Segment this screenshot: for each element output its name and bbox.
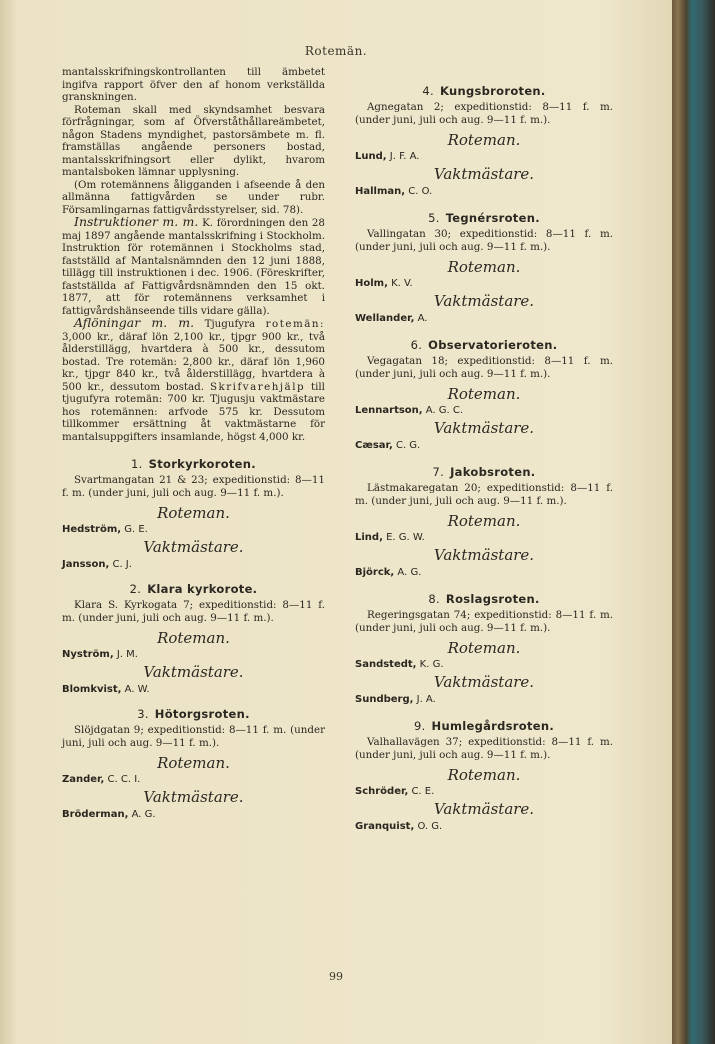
vaktmastare-name: Hallman, C. O. — [355, 186, 433, 197]
aflöningar-text: rotemän: — [265, 318, 325, 330]
vaktmastare-name: Blomkvist, A. W. — [62, 684, 150, 695]
vaktmastare-heading: Vaktmästare. — [433, 292, 535, 310]
roteman-name: Lund, J. F. A. — [355, 151, 420, 162]
roteman-name: Zander, C. C. I. — [62, 774, 141, 785]
department-address: Svartmangatan 21 & 23; expeditionstid: 8—11 f. m. (under juni, juli och aug. 9—11 f. m.). — [62, 474, 325, 499]
department-address: Vallingatan 30; expeditionstid: 8—11 f. m. (under juni, juli och aug. 9—11 f. m.). — [355, 228, 613, 253]
department-title: 4. Kungsbroroten. — [422, 84, 546, 98]
aflöningar-text: Skrifvarehjälp — [209, 380, 306, 393]
department-title: 9. Humlegårdsroten. — [413, 719, 555, 733]
roteman-name: Schröder, C. E. — [355, 786, 435, 797]
vaktmastare-name: Björck, A. G. — [355, 567, 422, 578]
vaktmastare-heading: Vaktmästare. — [143, 663, 244, 681]
left-column — [62, 66, 325, 820]
department-4 — [355, 84, 613, 197]
roteman-name: Sandstedt, K. G. — [355, 659, 444, 670]
roteman-heading: Roteman. — [157, 629, 230, 647]
department-title: 6. Observatorieroten. — [410, 338, 558, 352]
department-title: 5. Tegnérsroten. — [428, 211, 540, 225]
department-title: 1. Storkyrkoroten. — [131, 457, 256, 471]
roteman-heading: Roteman. — [157, 754, 230, 772]
department-title: 2. Klara kyrkorote. — [129, 582, 258, 596]
department-8 — [355, 592, 613, 705]
vaktmastare-heading: Vaktmästare. — [143, 538, 244, 556]
department-address: Valhallavägen 37; expeditionstid: 8—11 f. m. (under juni, juli och aug. 9—11 f. m.). — [355, 736, 613, 761]
aflöningar-text: Tjugufyra — [204, 318, 256, 330]
running-head: Rotemän. — [304, 44, 368, 58]
aflöningar-heading: Aflöningar m. m. — [74, 315, 195, 330]
roteman-heading: Roteman. — [447, 385, 521, 403]
right-column — [355, 84, 613, 832]
department-address: Klara S. Kyrkogata 7; expeditionstid: 8—11 f. m. (under juni, juli och aug. 9—11 f. m.). — [62, 599, 325, 624]
roteman-heading: Roteman. — [447, 258, 521, 276]
intro-paragraph: Roteman skall med skyndsamhet besvara förfrågningar, som af Öfverståthållareämbetet, någon Stadens myndighet, pastorsämbete m. fl. framställas angående personers bostad, mantalsskrifningsort eller dylikt, hvarom mantalsboken lämnar upplysning. — [62, 103, 325, 178]
roteman-name: Hedström, G. E. — [62, 524, 148, 535]
book-binding — [672, 0, 715, 1044]
department-9 — [355, 719, 613, 832]
roteman-heading: Roteman. — [447, 766, 521, 784]
department-title: 8. Roslagsroten. — [428, 592, 540, 606]
department-2 — [62, 582, 325, 695]
department-title: 3. Hötorgsroten. — [137, 707, 250, 721]
vaktmastare-heading: Vaktmästare. — [433, 165, 535, 183]
roteman-name: Lennartson, A. G. C. — [355, 405, 464, 416]
roteman-heading: Roteman. — [447, 131, 521, 149]
roteman-name: Holm, K. V. — [355, 278, 413, 289]
department-address: Lästmakaregatan 20; expeditionstid: 8—11 f. m. (under juni, juli och aug. 9—11 f. m.). — [355, 482, 613, 507]
department-address: Agnegatan 2; expeditionstid: 8—11 f. m. (under juni, juli och aug. 9—11 f. m.). — [355, 101, 613, 126]
vaktmastare-heading: Vaktmästare. — [143, 788, 244, 806]
department-address: Regeringsgatan 74; expeditionstid: 8—11 f. m. (under juni, juli och aug. 9—11 f. m.). — [355, 609, 613, 634]
department-title: 7. Jakobsroten. — [432, 465, 536, 479]
vaktmastare-name: Jansson, C. J. — [62, 559, 132, 570]
aflöningar-text: till tjugufyra rotemän: 700 kr. Tjugusju vaktmästare hos rotemännen: arfvode 575 kr. Dessutom tillkommer ersättning åt vaktmästarne för mantalsuppgifters insamlande, högst 4,000 kr. — [62, 380, 325, 443]
vaktmastare-heading: Vaktmästare. — [433, 419, 535, 437]
roteman-heading: Roteman. — [447, 639, 521, 657]
vaktmastare-name: Sundberg, J. A. — [355, 694, 436, 705]
vaktmastare-name: Granquist, O. G. — [355, 821, 443, 832]
vaktmastare-heading: Vaktmästare. — [433, 546, 535, 564]
intro-paragraph: (Om rotemännens åligganden i afseende å den allmänna fattigvården se under rubr. Församlingarnas fattigvårdsstyrelser, sid. 78). — [62, 178, 325, 216]
department-address: Slöjdgatan 9; expeditionstid: 8—11 f. m. (under juni, juli och aug. 9—11 f. m.). — [62, 724, 325, 749]
department-1 — [62, 457, 325, 570]
department-address: Vegagatan 18; expeditionstid: 8—11 f. m. (under juni, juli och aug. 9—11 f. m.). — [355, 355, 613, 380]
vaktmastare-heading: Vaktmästare. — [433, 673, 535, 691]
intro-text — [62, 66, 325, 443]
department-5 — [355, 211, 613, 324]
vaktmastare-heading: Vaktmästare. — [433, 800, 535, 818]
instruktioner-body: K. förordningen den 28 maj 1897 angående mantalsskrifning i Stockholm. Instruktion för rotemännen i Stockholms stad, fastställd af Mantalsnämnden den 12 juni 1888, tillägg till instruktionen i dec. 1906. (Föreskrifter, fastställda af Fattigvårdsnämnden den 15 okt. 1877, att för rotemännens verksamhet i fattigvårdshänseende tills vidare gälla). — [62, 217, 325, 317]
intro-paragraph: mantalsskrifningskontrollanten till ämbetet ingifva rapport öfver den af honom verkställda granskningen. — [62, 66, 325, 103]
vaktmastare-name: Wellander, A. — [355, 313, 428, 324]
department-3 — [62, 707, 325, 820]
roteman-name: Lind, E. G. W. — [355, 532, 425, 543]
instruktioner-heading: Instruktioner m. m. — [74, 214, 199, 229]
page-number: 99 — [329, 970, 343, 983]
aflöningar-paragraph — [62, 317, 325, 443]
roteman-heading: Roteman. — [447, 512, 521, 530]
roteman-heading: Roteman. — [157, 504, 230, 522]
department-7 — [355, 465, 613, 578]
vaktmastare-name: Cæsar, C. G. — [355, 440, 421, 451]
roteman-name: Nyström, J. M. — [62, 649, 138, 660]
vaktmastare-name: Bröderman, A. G. — [62, 809, 156, 820]
aflöningar-text: 3,000 kr., däraf lön 2,100 kr., tjpgr 900 kr., två ålderstillägg, hvartdera à 500 kr., dessutom bostad. Tre rotemän: 2,800 kr., däraf lön 1,960 kr., tjpgr 840 kr., två ålderstillägg, hvartdera à 500 kr., dessutom bostad. — [62, 330, 325, 393]
department-6 — [355, 338, 613, 451]
instruktioner-paragraph — [62, 216, 325, 317]
